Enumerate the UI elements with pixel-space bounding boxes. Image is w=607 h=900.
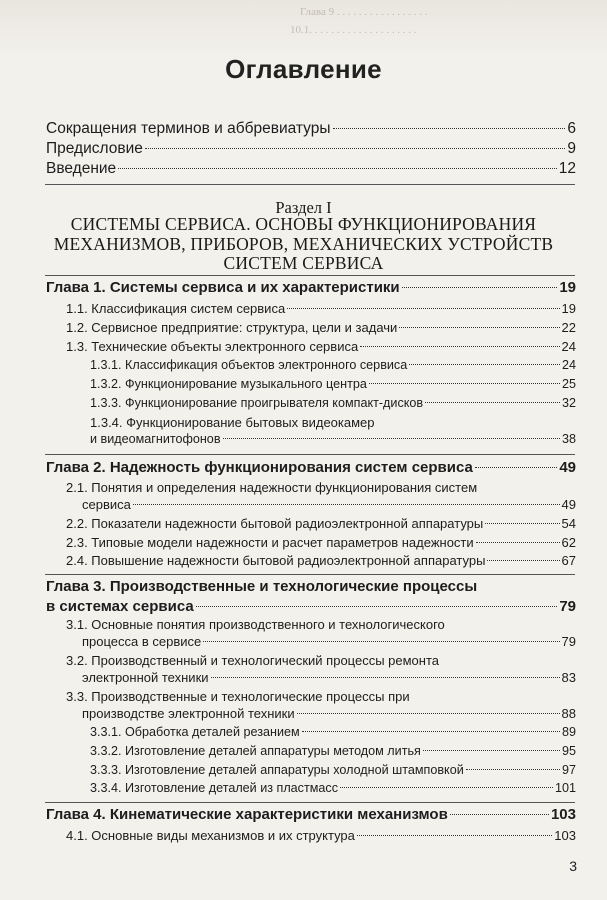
- dot-leader: [340, 787, 553, 788]
- chapter-divider: [45, 574, 575, 575]
- dot-leader: [360, 346, 559, 347]
- toc-entry-3-2[interactable]: [82, 670, 576, 685]
- toc-page-number: 83: [561, 670, 576, 685]
- toc-page-number: 88: [561, 706, 576, 721]
- toc-page-number: 54: [561, 516, 576, 531]
- toc-entry-text: Сокращения терминов и аббревиатуры: [46, 120, 331, 137]
- toc-entry-text: Введение: [46, 160, 117, 177]
- toc-entry-text: Глава 1. Системы сервиса и их характеристики: [46, 279, 400, 296]
- toc-page-number: 6: [567, 120, 576, 137]
- toc-page-number: 19: [559, 279, 576, 296]
- page-title: Оглавление: [225, 54, 382, 84]
- toc-entry-2-4[interactable]: [66, 553, 576, 568]
- toc-entry-1-3[interactable]: [66, 339, 576, 354]
- toc-page-number: 24: [561, 358, 576, 372]
- toc-entry-2-1[interactable]: [82, 497, 576, 512]
- toc-entry-3-3-line1[interactable]: 3.3. Производственные и технологические процессы при: [66, 689, 410, 704]
- toc-entry-3-3[interactable]: [82, 706, 576, 721]
- toc-entry-2-1-line1[interactable]: 2.1. Понятия и определения надежности функционирования систем: [66, 480, 478, 495]
- toc-entry-text: 1.3.1. Классификация объектов электронного сервиса: [90, 358, 408, 372]
- dot-leader: [450, 814, 549, 815]
- toc-entry-abbreviations[interactable]: [46, 120, 576, 138]
- toc-page-number: 9: [567, 140, 576, 157]
- toc-entry-text: процесса в сервисе: [82, 634, 202, 649]
- dot-leader: [287, 308, 559, 309]
- toc-page-number: 67: [561, 553, 576, 568]
- toc-entry-3-3-1[interactable]: [90, 725, 576, 739]
- dot-leader: [402, 287, 558, 288]
- dot-leader: [333, 128, 566, 129]
- toc-entry-1-3-4[interactable]: [90, 432, 576, 446]
- toc-page-number: 24: [561, 339, 576, 354]
- toc-entry-1-2[interactable]: [66, 320, 576, 335]
- dot-leader: [399, 327, 559, 328]
- toc-entry-text: и видеомагнитофонов: [90, 432, 221, 446]
- dot-leader: [297, 713, 560, 714]
- dot-leader: [145, 148, 566, 149]
- toc-page-number: 49: [559, 459, 576, 476]
- toc-entry-3-2-line1[interactable]: 3.2. Производственный и технологический процессы ремонта: [66, 653, 440, 668]
- toc-page-number: 62: [561, 535, 576, 550]
- dot-leader: [357, 835, 552, 836]
- section-label: Раздел I: [275, 198, 332, 217]
- toc-page-number: 89: [561, 725, 576, 739]
- dot-leader: [409, 364, 560, 365]
- section-title-line: МЕХАНИЗМОВ, ПРИБОРОВ, МЕХАНИЧЕСКИХ УСТРОЙСТВ: [53, 234, 554, 254]
- dot-leader: [118, 168, 557, 169]
- toc-page-number: 79: [559, 598, 576, 615]
- toc-entry-text: Предисловие: [46, 140, 143, 157]
- toc-entry-3-3-4[interactable]: [90, 781, 576, 795]
- toc-page-number: 22: [561, 320, 576, 335]
- toc-entry-text: производстве электронной техники: [82, 706, 295, 721]
- dot-leader: [302, 731, 560, 732]
- toc-page-number: 49: [561, 497, 576, 512]
- dot-leader: [203, 641, 559, 642]
- toc-entry-text: сервиса: [82, 497, 131, 512]
- dot-leader: [211, 677, 560, 678]
- dot-leader: [133, 504, 560, 505]
- toc-entry-introduction[interactable]: [46, 160, 576, 178]
- dot-leader: [223, 438, 560, 439]
- toc-chapter-3[interactable]: [46, 598, 576, 615]
- toc-entry-text: 2.3. Типовые модели надежности и расчет параметров надежности: [66, 535, 474, 550]
- toc-entry-1-3-1[interactable]: [90, 358, 576, 372]
- toc-entry-text: 1.3.2. Функционирование музыкального центра: [90, 377, 367, 391]
- toc-entry-2-3[interactable]: [66, 535, 576, 550]
- toc-page-number: 25: [561, 377, 576, 391]
- dot-leader: [476, 542, 560, 543]
- section-title-line: СИСТЕМ СЕРВИСА: [223, 253, 384, 273]
- ghost-text: Глава 9 . . . . . . . . . . . . . . . . .: [300, 6, 428, 18]
- toc-page-number: 12: [558, 160, 576, 177]
- toc-page-number: 103: [554, 828, 576, 843]
- toc-entry-3-1-line1[interactable]: 3.1. Основные понятия производственного и технологического: [66, 617, 445, 632]
- ghost-text: 10.1. . . . . . . . . . . . . . . . . . . .: [290, 24, 417, 36]
- toc-page-number: 103: [550, 806, 576, 823]
- dot-leader: [369, 383, 560, 384]
- toc-entry-text: 3.3.4. Изготовление деталей из пластмасс: [90, 781, 339, 795]
- toc-entry-text: 4.1. Основные виды механизмов и их структура: [66, 828, 355, 843]
- dot-leader: [423, 750, 560, 751]
- toc-chapter-1[interactable]: [46, 279, 576, 296]
- chapter-divider: [45, 454, 575, 455]
- section-divider: [45, 275, 575, 276]
- dot-leader: [425, 402, 560, 403]
- toc-entry-text: 1.3.3. Функционирование проигрывателя компакт-дисков: [90, 396, 424, 410]
- chapter-divider: [45, 802, 575, 803]
- toc-entry-text: 1.2. Сервисное предприятие: структура, цели и задачи: [66, 320, 398, 335]
- toc-entry-text: Глава 2. Надежность функционирования систем сервиса: [46, 459, 473, 476]
- toc-page-number: 79: [561, 634, 576, 649]
- toc-page-number: 19: [561, 301, 576, 316]
- dot-leader: [196, 606, 558, 607]
- page-number: 3: [569, 858, 577, 874]
- toc-entry-4-1[interactable]: [66, 828, 576, 843]
- toc-page-number: 38: [561, 432, 576, 446]
- toc-entry-text: 2.4. Повышение надежности бытовой радиоэлектронной аппаратуры: [66, 553, 486, 568]
- dot-leader: [487, 560, 559, 561]
- toc-entry-text: 3.3.1. Обработка деталей резанием: [90, 725, 300, 739]
- toc-entry-preface[interactable]: [46, 140, 576, 158]
- toc-page-number: 97: [561, 763, 576, 777]
- toc-page-number: 32: [561, 396, 576, 410]
- toc-entry-1-3-3[interactable]: [90, 396, 576, 410]
- toc-entry-2-2[interactable]: [66, 516, 576, 531]
- section-title-line: СИСТЕМЫ СЕРВИСА. ОСНОВЫ ФУНКЦИОНИРОВАНИЯ: [70, 214, 537, 234]
- section-divider: [45, 184, 575, 185]
- toc-chapter-2[interactable]: [46, 459, 576, 476]
- dot-leader: [466, 769, 560, 770]
- dot-leader: [475, 467, 557, 468]
- toc-entry-text: 3.3.2. Изготовление деталей аппаратуры методом литья: [90, 744, 421, 758]
- toc-page-number: 95: [561, 744, 576, 758]
- toc-entry-3-1[interactable]: [82, 634, 576, 649]
- toc-chapter-4[interactable]: [46, 806, 576, 823]
- toc-page-number: 101: [554, 781, 576, 795]
- toc-entry-text: Глава 4. Кинематические характеристики механизмов: [46, 806, 448, 823]
- toc-entry-text: 3.3.3. Изготовление деталей аппаратуры холодной штамповкой: [90, 763, 464, 777]
- toc-chapter-3-line1[interactable]: Глава 3. Производственные и технологические процессы: [46, 578, 478, 595]
- toc-entry-text: в системах сервиса: [46, 598, 194, 615]
- toc-entry-3-3-2[interactable]: [90, 744, 576, 758]
- toc-entry-1-3-4-line1[interactable]: 1.3.4. Функционирование бытовых видеокамер: [90, 415, 375, 430]
- toc-entry-text: электронной техники: [82, 670, 209, 685]
- toc-entry-text: 1.1. Классификация систем сервиса: [66, 301, 286, 316]
- toc-entry-text: 2.2. Показатели надежности бытовой радиоэлектронной аппаратуры: [66, 516, 484, 531]
- dot-leader: [485, 523, 559, 524]
- toc-entry-3-3-3[interactable]: [90, 763, 576, 777]
- toc-entry-text: 1.3. Технические объекты электронного сервиса: [66, 339, 359, 354]
- toc-entry-1-3-2[interactable]: [90, 377, 576, 391]
- toc-entry-1-1[interactable]: [66, 301, 576, 316]
